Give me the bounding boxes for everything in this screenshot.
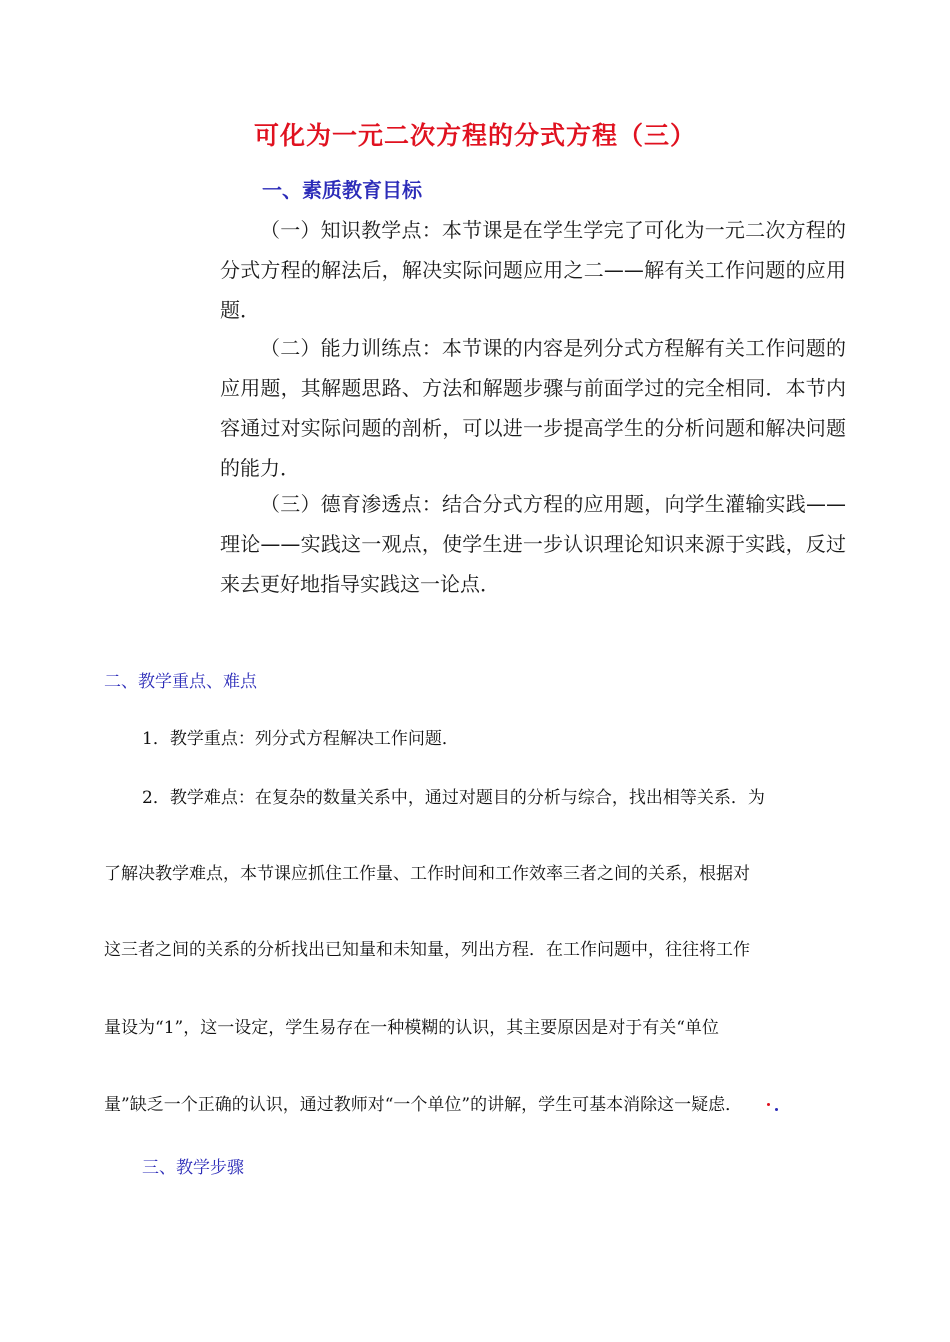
section-1-heading: 一、素质教育目标 — [262, 178, 422, 202]
section-1-paragraph-3 — [220, 484, 846, 604]
difficulty-line-4: 量设为“1”，这一设定，学生易存在一种模糊的认识，其主要原因是对于有关“单位 — [104, 1018, 719, 1038]
document-title: 可化为一元二次方程的分式方程（三） — [253, 121, 696, 150]
difficulty-line-3: 这三者之间的关系的分析找出已知量和未知量，列出方程．在工作问题中，往往将工作 — [104, 940, 750, 960]
section-3-heading: 三、教学步骤 — [142, 1158, 244, 1178]
decorative-dot — [775, 1108, 778, 1111]
difficulty-line-5: 量”缺乏一个正确的认识，通过教师对“一个单位”的讲解，学生可基本消除这一疑虑． — [104, 1095, 743, 1115]
paragraph-text: （三）德育渗透点：结合分式方程的应用题，向学生灌输实践——理论——实践这一观点，使学生进一步认识理论知识来源于实践，反过来去更好地指导实践这一论点． — [220, 492, 846, 596]
difficulty-line-1: 2．教学难点：在复杂的数量关系中，通过对题目的分析与综合，找出相等关系．为 — [142, 788, 765, 808]
paragraph-text: （二）能力训练点：本节课的内容是列分式方程解有关工作问题的应用题，其解题思路、方法和解题步骤与前面学过的完全相同．本节内容通过对实际问题的剖析，可以进一步提高学生的分析问题和解决问题的能力． — [220, 336, 846, 480]
section-1-paragraph-1 — [220, 210, 846, 330]
decorative-dot — [767, 1103, 770, 1106]
difficulty-line-2: 了解决教学难点，本节课应抓住工作量、工作时间和工作效率三者之间的关系，根据对 — [104, 864, 750, 884]
section-2-heading: 二、教学重点、难点 — [104, 672, 257, 692]
section-1-paragraph-2 — [220, 328, 846, 488]
paragraph-text: （一）知识教学点：本节课是在学生学完了可化为一元二次方程的分式方程的解法后，解决实际问题应用之二——解有关工作问题的应用题． — [220, 218, 846, 322]
key-point-text: 1．教学重点：列分式方程解决工作问题． — [142, 729, 459, 749]
